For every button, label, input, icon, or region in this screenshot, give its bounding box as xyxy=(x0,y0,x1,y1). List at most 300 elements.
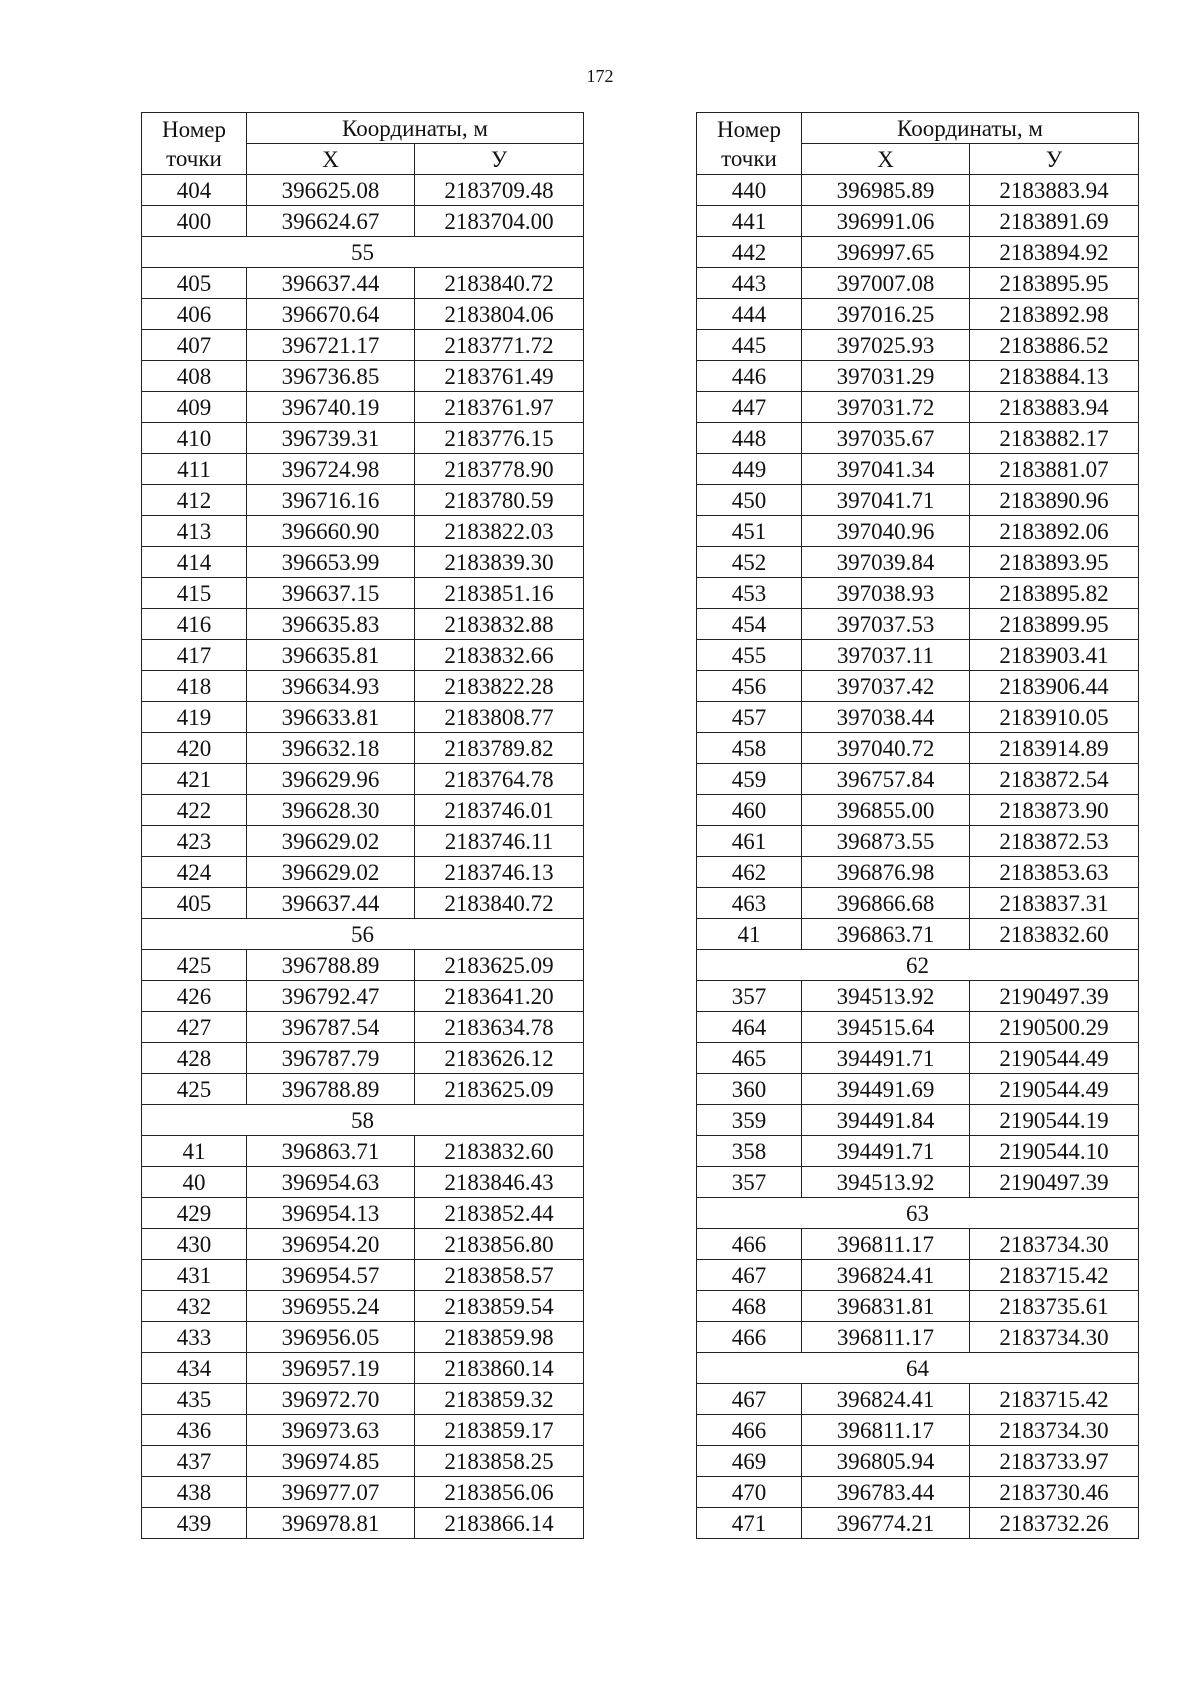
y-coordinate-cell: 2183881.07 xyxy=(970,454,1139,485)
table-row xyxy=(697,1446,1139,1477)
x-coordinate-cell: 397040.72 xyxy=(802,733,970,764)
x-coordinate-cell: 397031.29 xyxy=(802,361,970,392)
x-coordinate-cell: 397041.34 xyxy=(802,454,970,485)
table-row xyxy=(697,547,1139,578)
table-row xyxy=(697,671,1139,702)
table-row xyxy=(142,1198,584,1229)
point-number-cell: 469 xyxy=(697,1446,802,1477)
y-coordinate-cell: 2183734.30 xyxy=(970,1229,1139,1260)
point-number-cell: 442 xyxy=(697,237,802,268)
table-row xyxy=(697,795,1139,826)
x-coordinate-cell: 396873.55 xyxy=(802,826,970,857)
table-row xyxy=(697,268,1139,299)
x-coordinate-cell: 396954.57 xyxy=(247,1260,415,1291)
x-coordinate-cell: 397037.11 xyxy=(802,640,970,671)
x-coordinate-cell: 396635.83 xyxy=(247,609,415,640)
x-coordinate-cell: 396721.17 xyxy=(247,330,415,361)
table-row xyxy=(142,1260,584,1291)
table-row xyxy=(697,1136,1139,1167)
y-header: У xyxy=(415,144,584,175)
x-coordinate-cell: 394491.71 xyxy=(802,1136,970,1167)
point-number-cell: 408 xyxy=(142,361,247,392)
x-coordinate-cell: 396811.17 xyxy=(802,1415,970,1446)
y-coordinate-cell: 2183906.44 xyxy=(970,671,1139,702)
y-coordinate-cell: 2183734.30 xyxy=(970,1322,1139,1353)
y-coordinate-cell: 2183890.96 xyxy=(970,485,1139,516)
point-number-cell: 440 xyxy=(697,175,802,206)
y-coordinate-cell: 2183853.63 xyxy=(970,857,1139,888)
table-row xyxy=(142,1074,584,1105)
y-coordinate-cell: 2183808.77 xyxy=(415,702,584,733)
y-coordinate-cell: 2183839.30 xyxy=(415,547,584,578)
x-coordinate-cell: 396629.02 xyxy=(247,857,415,888)
x-header: X xyxy=(802,144,970,175)
x-coordinate-cell: 396637.15 xyxy=(247,578,415,609)
x-coordinate-cell: 396787.54 xyxy=(247,1012,415,1043)
point-number-cell: 467 xyxy=(697,1384,802,1415)
y-coordinate-cell: 2190497.39 xyxy=(970,981,1139,1012)
point-number-header xyxy=(697,113,802,175)
point-number-cell: 466 xyxy=(697,1415,802,1446)
table-row xyxy=(697,578,1139,609)
x-coordinate-cell: 394513.92 xyxy=(802,981,970,1012)
y-coordinate-cell: 2183886.52 xyxy=(970,330,1139,361)
y-coordinate-cell: 2183822.03 xyxy=(415,516,584,547)
point-number-cell: 462 xyxy=(697,857,802,888)
x-coordinate-cell: 396956.05 xyxy=(247,1322,415,1353)
point-number-cell: 465 xyxy=(697,1043,802,1074)
point-number-cell: 433 xyxy=(142,1322,247,1353)
x-coordinate-cell: 396637.44 xyxy=(247,268,415,299)
point-number-cell: 416 xyxy=(142,609,247,640)
table-row xyxy=(142,826,584,857)
y-coordinate-cell: 2183894.92 xyxy=(970,237,1139,268)
y-coordinate-cell: 2183859.98 xyxy=(415,1322,584,1353)
point-number-cell: 357 xyxy=(697,1167,802,1198)
table-row xyxy=(142,702,584,733)
x-coordinate-cell: 396863.71 xyxy=(802,919,970,950)
table-row xyxy=(697,702,1139,733)
point-number-cell: 460 xyxy=(697,795,802,826)
table-row xyxy=(697,640,1139,671)
y-coordinate-cell: 2183872.53 xyxy=(970,826,1139,857)
section-number: 64 xyxy=(697,1353,1139,1384)
y-coordinate-cell: 2183730.46 xyxy=(970,1477,1139,1508)
y-coordinate-cell: 2190500.29 xyxy=(970,1012,1139,1043)
point-number-cell: 453 xyxy=(697,578,802,609)
y-coordinate-cell: 2183709.48 xyxy=(415,175,584,206)
table-row xyxy=(697,919,1139,950)
y-coordinate-cell: 2183735.61 xyxy=(970,1291,1139,1322)
point-number-cell: 426 xyxy=(142,981,247,1012)
y-coordinate-cell: 2183822.28 xyxy=(415,671,584,702)
x-coordinate-cell: 396724.98 xyxy=(247,454,415,485)
x-coordinate-cell: 396757.84 xyxy=(802,764,970,795)
table-row xyxy=(142,609,584,640)
point-number-cell: 439 xyxy=(142,1508,247,1539)
y-coordinate-cell: 2183859.54 xyxy=(415,1291,584,1322)
x-coordinate-cell: 396670.64 xyxy=(247,299,415,330)
point-number-cell: 410 xyxy=(142,423,247,454)
table-row xyxy=(697,237,1139,268)
table-row xyxy=(142,392,584,423)
x-coordinate-cell: 396628.30 xyxy=(247,795,415,826)
point-number-cell: 466 xyxy=(697,1229,802,1260)
y-coordinate-cell: 2190497.39 xyxy=(970,1167,1139,1198)
y-coordinate-cell: 2183626.12 xyxy=(415,1043,584,1074)
point-number-cell: 415 xyxy=(142,578,247,609)
x-coordinate-cell: 396957.19 xyxy=(247,1353,415,1384)
y-coordinate-cell: 2183892.98 xyxy=(970,299,1139,330)
table-row xyxy=(697,299,1139,330)
y-coordinate-cell: 2183732.26 xyxy=(970,1508,1139,1539)
point-number-cell: 470 xyxy=(697,1477,802,1508)
point-number-cell: 445 xyxy=(697,330,802,361)
x-coordinate-cell: 396811.17 xyxy=(802,1322,970,1353)
table-row xyxy=(697,361,1139,392)
y-coordinate-cell: 2183734.30 xyxy=(970,1415,1139,1446)
section-row xyxy=(697,1198,1139,1229)
y-coordinate-cell: 2190544.10 xyxy=(970,1136,1139,1167)
y-coordinate-cell: 2183859.17 xyxy=(415,1415,584,1446)
table-row xyxy=(142,1043,584,1074)
table-row xyxy=(142,330,584,361)
table-row xyxy=(142,1291,584,1322)
x-coordinate-cell: 397038.44 xyxy=(802,702,970,733)
y-coordinate-cell: 2183895.95 xyxy=(970,268,1139,299)
section-row xyxy=(142,919,584,950)
y-coordinate-cell: 2183832.88 xyxy=(415,609,584,640)
x-coordinate-cell: 397038.93 xyxy=(802,578,970,609)
table-row xyxy=(697,516,1139,547)
x-coordinate-cell: 396739.31 xyxy=(247,423,415,454)
point-number-cell: 458 xyxy=(697,733,802,764)
y-coordinate-cell: 2183895.82 xyxy=(970,578,1139,609)
table-row xyxy=(142,578,584,609)
table-row xyxy=(142,206,584,237)
x-coordinate-cell: 396629.02 xyxy=(247,826,415,857)
point-number-header xyxy=(142,113,247,175)
table-row xyxy=(697,1384,1139,1415)
y-coordinate-cell: 2183840.72 xyxy=(415,888,584,919)
table-row xyxy=(142,1353,584,1384)
table-row xyxy=(142,1477,584,1508)
x-coordinate-cell: 396831.81 xyxy=(802,1291,970,1322)
table-row xyxy=(142,1508,584,1539)
y-coordinate-cell: 2183764.78 xyxy=(415,764,584,795)
section-row xyxy=(142,237,584,268)
x-coordinate-cell: 396866.68 xyxy=(802,888,970,919)
x-coordinate-cell: 396660.90 xyxy=(247,516,415,547)
y-coordinate-cell: 2183893.95 xyxy=(970,547,1139,578)
point-number-cell: 400 xyxy=(142,206,247,237)
point-number-cell: 430 xyxy=(142,1229,247,1260)
x-coordinate-cell: 396633.81 xyxy=(247,702,415,733)
y-coordinate-cell: 2183858.25 xyxy=(415,1446,584,1477)
x-coordinate-cell: 396855.00 xyxy=(802,795,970,826)
point-number-cell: 457 xyxy=(697,702,802,733)
y-coordinate-cell: 2183860.14 xyxy=(415,1353,584,1384)
x-coordinate-cell: 396740.19 xyxy=(247,392,415,423)
table-row xyxy=(142,454,584,485)
y-coordinate-cell: 2183746.13 xyxy=(415,857,584,888)
table-row xyxy=(142,1167,584,1198)
x-coordinate-cell: 397035.67 xyxy=(802,423,970,454)
y-coordinate-cell: 2183851.16 xyxy=(415,578,584,609)
point-number-cell: 358 xyxy=(697,1136,802,1167)
point-number-cell: 413 xyxy=(142,516,247,547)
coordinates-header: Координаты, м xyxy=(247,113,584,144)
x-coordinate-cell: 396624.67 xyxy=(247,206,415,237)
point-number-cell: 424 xyxy=(142,857,247,888)
x-coordinate-cell: 394491.71 xyxy=(802,1043,970,1074)
x-coordinate-cell: 397007.08 xyxy=(802,268,970,299)
x-coordinate-cell: 397041.71 xyxy=(802,485,970,516)
point-number-cell: 411 xyxy=(142,454,247,485)
y-coordinate-cell: 2190544.49 xyxy=(970,1043,1139,1074)
table-row xyxy=(142,640,584,671)
x-coordinate-cell: 396863.71 xyxy=(247,1136,415,1167)
table-row xyxy=(697,485,1139,516)
point-number-cell: 452 xyxy=(697,547,802,578)
x-coordinate-cell: 397016.25 xyxy=(802,299,970,330)
y-coordinate-cell: 2183852.44 xyxy=(415,1198,584,1229)
section-number: 58 xyxy=(142,1105,584,1136)
table-row xyxy=(697,1012,1139,1043)
point-number-cell: 438 xyxy=(142,1477,247,1508)
x-coordinate-cell: 397039.84 xyxy=(802,547,970,578)
section-row xyxy=(697,950,1139,981)
table-row xyxy=(142,1136,584,1167)
point-number-cell: 434 xyxy=(142,1353,247,1384)
x-coordinate-cell: 397040.96 xyxy=(802,516,970,547)
x-coordinate-cell: 396974.85 xyxy=(247,1446,415,1477)
point-number-cell: 432 xyxy=(142,1291,247,1322)
y-coordinate-cell: 2183625.09 xyxy=(415,1074,584,1105)
y-coordinate-cell: 2183771.72 xyxy=(415,330,584,361)
x-coordinate-cell: 396955.24 xyxy=(247,1291,415,1322)
point-number-cell: 414 xyxy=(142,547,247,578)
point-header-line1: Номер xyxy=(162,116,226,142)
table-row xyxy=(697,1508,1139,1539)
x-coordinate-cell: 396954.63 xyxy=(247,1167,415,1198)
table-row xyxy=(142,671,584,702)
y-coordinate-cell: 2183837.31 xyxy=(970,888,1139,919)
coordinates-table-left xyxy=(141,112,584,1539)
section-number: 62 xyxy=(697,950,1139,981)
point-number-cell: 418 xyxy=(142,671,247,702)
table-row xyxy=(697,206,1139,237)
y-coordinate-cell: 2183846.43 xyxy=(415,1167,584,1198)
point-number-cell: 456 xyxy=(697,671,802,702)
table-row xyxy=(697,609,1139,640)
x-coordinate-cell: 396991.06 xyxy=(802,206,970,237)
x-coordinate-cell: 396653.99 xyxy=(247,547,415,578)
point-number-cell: 421 xyxy=(142,764,247,795)
point-number-cell: 428 xyxy=(142,1043,247,1074)
point-number-cell: 468 xyxy=(697,1291,802,1322)
x-coordinate-cell: 396954.13 xyxy=(247,1198,415,1229)
y-coordinate-cell: 2183903.41 xyxy=(970,640,1139,671)
section-number: 63 xyxy=(697,1198,1139,1229)
table-row xyxy=(142,516,584,547)
x-coordinate-cell: 396635.81 xyxy=(247,640,415,671)
point-number-cell: 446 xyxy=(697,361,802,392)
table-row xyxy=(697,423,1139,454)
table-row xyxy=(697,888,1139,919)
table-row xyxy=(697,330,1139,361)
x-coordinate-cell: 397037.42 xyxy=(802,671,970,702)
x-coordinate-cell: 396985.89 xyxy=(802,175,970,206)
y-coordinate-cell: 2183892.06 xyxy=(970,516,1139,547)
point-number-cell: 450 xyxy=(697,485,802,516)
point-number-cell: 360 xyxy=(697,1074,802,1105)
point-number-cell: 443 xyxy=(697,268,802,299)
point-number-cell: 407 xyxy=(142,330,247,361)
table-row xyxy=(697,454,1139,485)
table-row xyxy=(142,1012,584,1043)
y-coordinate-cell: 2183866.14 xyxy=(415,1508,584,1539)
table-row xyxy=(697,1477,1139,1508)
x-coordinate-cell: 396997.65 xyxy=(802,237,970,268)
y-coordinate-cell: 2183804.06 xyxy=(415,299,584,330)
table-row xyxy=(142,1384,584,1415)
page-number: 172 xyxy=(586,66,614,86)
table-row xyxy=(142,485,584,516)
point-number-cell: 449 xyxy=(697,454,802,485)
x-coordinate-cell: 396973.63 xyxy=(247,1415,415,1446)
table-row xyxy=(697,1322,1139,1353)
table-row xyxy=(697,1105,1139,1136)
table-row xyxy=(142,857,584,888)
table-row xyxy=(697,392,1139,423)
y-header: У xyxy=(970,144,1139,175)
point-number-cell: 409 xyxy=(142,392,247,423)
point-number-cell: 435 xyxy=(142,1384,247,1415)
y-coordinate-cell: 2183899.95 xyxy=(970,609,1139,640)
point-number-cell: 405 xyxy=(142,268,247,299)
y-coordinate-cell: 2183778.90 xyxy=(415,454,584,485)
point-number-cell: 406 xyxy=(142,299,247,330)
x-coordinate-cell: 396637.44 xyxy=(247,888,415,919)
table-row xyxy=(697,1229,1139,1260)
table-row xyxy=(697,1043,1139,1074)
y-coordinate-cell: 2183891.69 xyxy=(970,206,1139,237)
point-number-cell: 425 xyxy=(142,950,247,981)
point-number-cell: 437 xyxy=(142,1446,247,1477)
table-row xyxy=(142,981,584,1012)
point-number-cell: 427 xyxy=(142,1012,247,1043)
table-row xyxy=(142,1322,584,1353)
point-number-cell: 448 xyxy=(697,423,802,454)
table-row xyxy=(142,175,584,206)
y-coordinate-cell: 2183872.54 xyxy=(970,764,1139,795)
x-coordinate-cell: 394515.64 xyxy=(802,1012,970,1043)
table-row xyxy=(697,1291,1139,1322)
table-row xyxy=(142,795,584,826)
table-row xyxy=(697,1167,1139,1198)
x-coordinate-cell: 396972.70 xyxy=(247,1384,415,1415)
x-coordinate-cell: 396805.94 xyxy=(802,1446,970,1477)
table-row xyxy=(142,1229,584,1260)
x-coordinate-cell: 394491.84 xyxy=(802,1105,970,1136)
point-number-cell: 455 xyxy=(697,640,802,671)
table-row xyxy=(142,547,584,578)
point-number-cell: 463 xyxy=(697,888,802,919)
x-coordinate-cell: 396625.08 xyxy=(247,175,415,206)
x-coordinate-cell: 396716.16 xyxy=(247,485,415,516)
point-number-cell: 412 xyxy=(142,485,247,516)
x-coordinate-cell: 397025.93 xyxy=(802,330,970,361)
x-coordinate-cell: 396824.41 xyxy=(802,1260,970,1291)
x-header: X xyxy=(247,144,415,175)
x-coordinate-cell: 394513.92 xyxy=(802,1167,970,1198)
y-coordinate-cell: 2183761.97 xyxy=(415,392,584,423)
table-row xyxy=(697,826,1139,857)
x-coordinate-cell: 396811.17 xyxy=(802,1229,970,1260)
x-coordinate-cell: 396787.79 xyxy=(247,1043,415,1074)
y-coordinate-cell: 2190544.49 xyxy=(970,1074,1139,1105)
point-header-line1: Номер xyxy=(717,116,781,142)
x-coordinate-cell: 396629.96 xyxy=(247,764,415,795)
x-coordinate-cell: 396824.41 xyxy=(802,1384,970,1415)
table-row xyxy=(142,299,584,330)
table-row xyxy=(142,950,584,981)
point-number-cell: 459 xyxy=(697,764,802,795)
x-coordinate-cell: 397031.72 xyxy=(802,392,970,423)
y-coordinate-cell: 2183634.78 xyxy=(415,1012,584,1043)
table-row xyxy=(142,268,584,299)
point-number-cell: 447 xyxy=(697,392,802,423)
table-row xyxy=(697,981,1139,1012)
table-row xyxy=(142,423,584,454)
y-coordinate-cell: 2183733.97 xyxy=(970,1446,1139,1477)
y-coordinate-cell: 2183840.72 xyxy=(415,268,584,299)
x-coordinate-cell: 396876.98 xyxy=(802,857,970,888)
point-number-cell: 404 xyxy=(142,175,247,206)
table-row xyxy=(697,857,1139,888)
y-coordinate-cell: 2183914.89 xyxy=(970,733,1139,764)
y-coordinate-cell: 2183746.11 xyxy=(415,826,584,857)
section-number: 56 xyxy=(142,919,584,950)
x-coordinate-cell: 396792.47 xyxy=(247,981,415,1012)
point-number-cell: 431 xyxy=(142,1260,247,1291)
y-coordinate-cell: 2183704.00 xyxy=(415,206,584,237)
x-coordinate-cell: 396783.44 xyxy=(802,1477,970,1508)
y-coordinate-cell: 2183789.82 xyxy=(415,733,584,764)
table-row xyxy=(142,888,584,919)
x-coordinate-cell: 396954.20 xyxy=(247,1229,415,1260)
y-coordinate-cell: 2183746.01 xyxy=(415,795,584,826)
table-row xyxy=(697,1260,1139,1291)
x-coordinate-cell: 396632.18 xyxy=(247,733,415,764)
x-coordinate-cell: 397037.53 xyxy=(802,609,970,640)
point-number-cell: 461 xyxy=(697,826,802,857)
x-coordinate-cell: 396788.89 xyxy=(247,950,415,981)
point-number-cell: 451 xyxy=(697,516,802,547)
point-number-cell: 419 xyxy=(142,702,247,733)
point-number-cell: 41 xyxy=(697,919,802,950)
table-row xyxy=(142,764,584,795)
point-number-cell: 422 xyxy=(142,795,247,826)
section-row xyxy=(697,1353,1139,1384)
point-number-cell: 466 xyxy=(697,1322,802,1353)
table-row xyxy=(142,1415,584,1446)
y-coordinate-cell: 2183761.49 xyxy=(415,361,584,392)
point-number-cell: 436 xyxy=(142,1415,247,1446)
table-row xyxy=(697,764,1139,795)
point-number-cell: 420 xyxy=(142,733,247,764)
